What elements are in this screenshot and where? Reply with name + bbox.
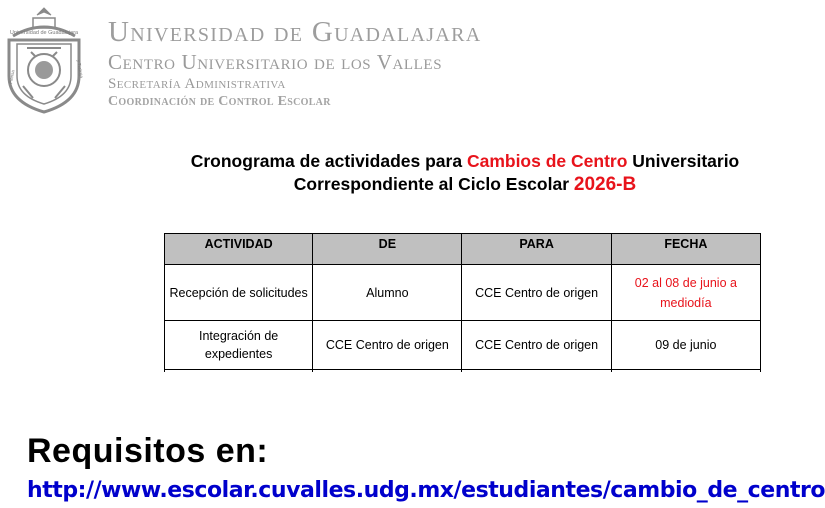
requirements-link[interactable]: http://www.escolar.cuvalles.udg.mx/estudiantes/cambio_de_centro xyxy=(27,478,825,503)
header-de: DE xyxy=(313,234,462,265)
title-highlight: Cambios de Centro xyxy=(466,151,628,171)
schedule-table xyxy=(164,233,761,372)
seal-right-band-text: y Trabaja xyxy=(76,59,85,79)
table-row-cut xyxy=(165,370,761,373)
department-name: Secretaría Administrativa xyxy=(108,76,286,92)
seal-motto-text: Universidad de Guadalajara xyxy=(9,30,79,36)
cell-actividad: Integración de expedientes xyxy=(165,321,313,370)
requirements-label: Requisitos en: xyxy=(27,432,269,470)
title-part-1: Cronograma de actividades para xyxy=(190,151,467,171)
university-name: Universidad de Guadalajara xyxy=(108,16,482,48)
cell-de: Alumno xyxy=(313,265,462,321)
cell-para: CCE Centro de origen xyxy=(462,321,611,370)
table-row xyxy=(165,265,761,321)
school-cycle: 2026-B xyxy=(573,174,637,195)
table-row xyxy=(165,321,761,370)
center-name: Centro Universitario de los Valles xyxy=(108,50,443,74)
cell-fecha: 09 de junio xyxy=(611,321,760,370)
header-actividad: ACTIVIDAD xyxy=(165,234,313,265)
institution-header xyxy=(108,16,482,110)
cell-para: CCE Centro de origen xyxy=(462,265,611,321)
cell-actividad: Recepción de solicitudes xyxy=(165,265,313,321)
title-line-2-text: Correspondiente al Ciclo Escolar xyxy=(293,174,574,194)
title-line-1 xyxy=(120,150,810,173)
university-seal-logo xyxy=(3,6,85,114)
header-para: PARA xyxy=(462,234,611,265)
schedule-title xyxy=(120,150,810,196)
cell-fecha: 02 al 08 de junio a mediodía xyxy=(611,265,760,321)
cell-de: CCE Centro de origen xyxy=(313,321,462,370)
seal-left-band-text: Piensa xyxy=(8,69,16,85)
title-part-2: Universitario xyxy=(627,151,740,171)
header-fecha: FECHA xyxy=(611,234,760,265)
table-header-row xyxy=(165,234,761,265)
title-line-2 xyxy=(120,173,810,196)
office-name: Coordinación de Control Escolar xyxy=(108,94,331,109)
